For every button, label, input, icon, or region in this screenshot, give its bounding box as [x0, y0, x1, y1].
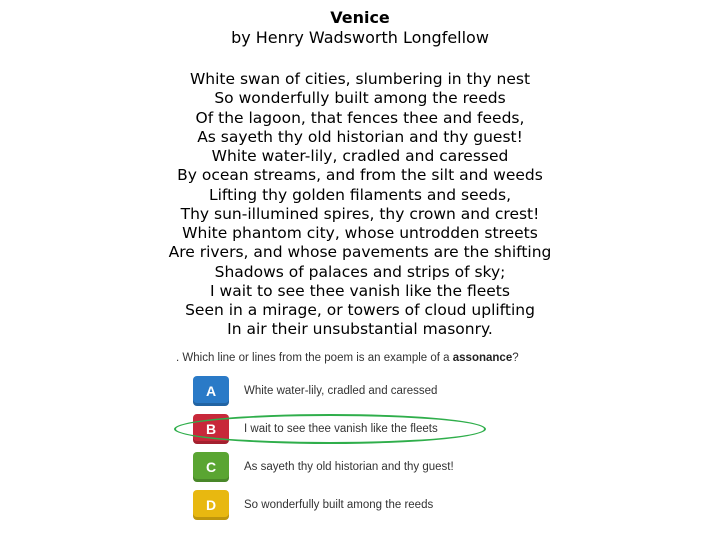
question-prompt: [176, 352, 556, 364]
option-text[interactable]: White water-lily, cradled and caressed: [244, 385, 438, 397]
poem-line: Seen in a mirage, or towers of cloud uplifting: [185, 301, 535, 319]
answer-option-d[interactable]: [193, 490, 493, 520]
poem-line: By ocean streams, and from the silt and weeds: [177, 166, 543, 185]
poem-line: White water-lily, cradled and caressed: [211, 147, 509, 165]
option-letter-badge[interactable]: A: [193, 376, 229, 406]
poem-line: Are rivers, and whose pavements are the shifting: [168, 243, 552, 262]
poem-line: In air their unsubstantial masonry.: [227, 320, 493, 339]
poem-title: Venice: [330, 8, 390, 27]
option-letter-badge[interactable]: B: [193, 414, 229, 444]
option-letter-badge[interactable]: C: [193, 452, 229, 482]
poem-line: White swan of cities, slumbering in thy nest: [189, 70, 531, 88]
answer-option-c[interactable]: [193, 452, 493, 482]
poem-byline: by Henry Wadsworth Longfellow: [231, 28, 489, 47]
option-letter-badge[interactable]: D: [193, 490, 229, 520]
question-prefix: . Which line or lines from the poem is an example of a: [176, 352, 453, 364]
option-text[interactable]: I wait to see thee vanish like the fleets: [244, 423, 438, 435]
answer-option-a[interactable]: [193, 376, 493, 406]
poem-line: White phantom city, whose untrodden streets: [182, 224, 538, 242]
question-keyword: assonance: [452, 352, 513, 364]
poem-line: Lifting thy golden filaments and seeds,: [208, 185, 512, 204]
answer-highlight-ellipse: [174, 414, 486, 444]
poem-line: As sayeth thy old historian and thy guest!: [197, 127, 523, 146]
poem-line: Shadows of palaces and strips of sky;: [214, 262, 506, 281]
poem-line: So wonderfully built among the reeds: [214, 89, 506, 108]
option-text[interactable]: So wonderfully built among the reeds: [244, 499, 434, 511]
poem-line: Of the lagoon, that fences thee and feeds,: [195, 108, 525, 127]
poem-body: [0, 70, 720, 340]
option-text[interactable]: As sayeth thy old historian and thy guest!: [244, 461, 454, 473]
poem-line: Thy sun-illumined spires, thy crown and crest!: [180, 204, 540, 223]
question-suffix: ?: [512, 352, 519, 364]
poem-line: I wait to see thee vanish like the fleets: [210, 281, 510, 300]
